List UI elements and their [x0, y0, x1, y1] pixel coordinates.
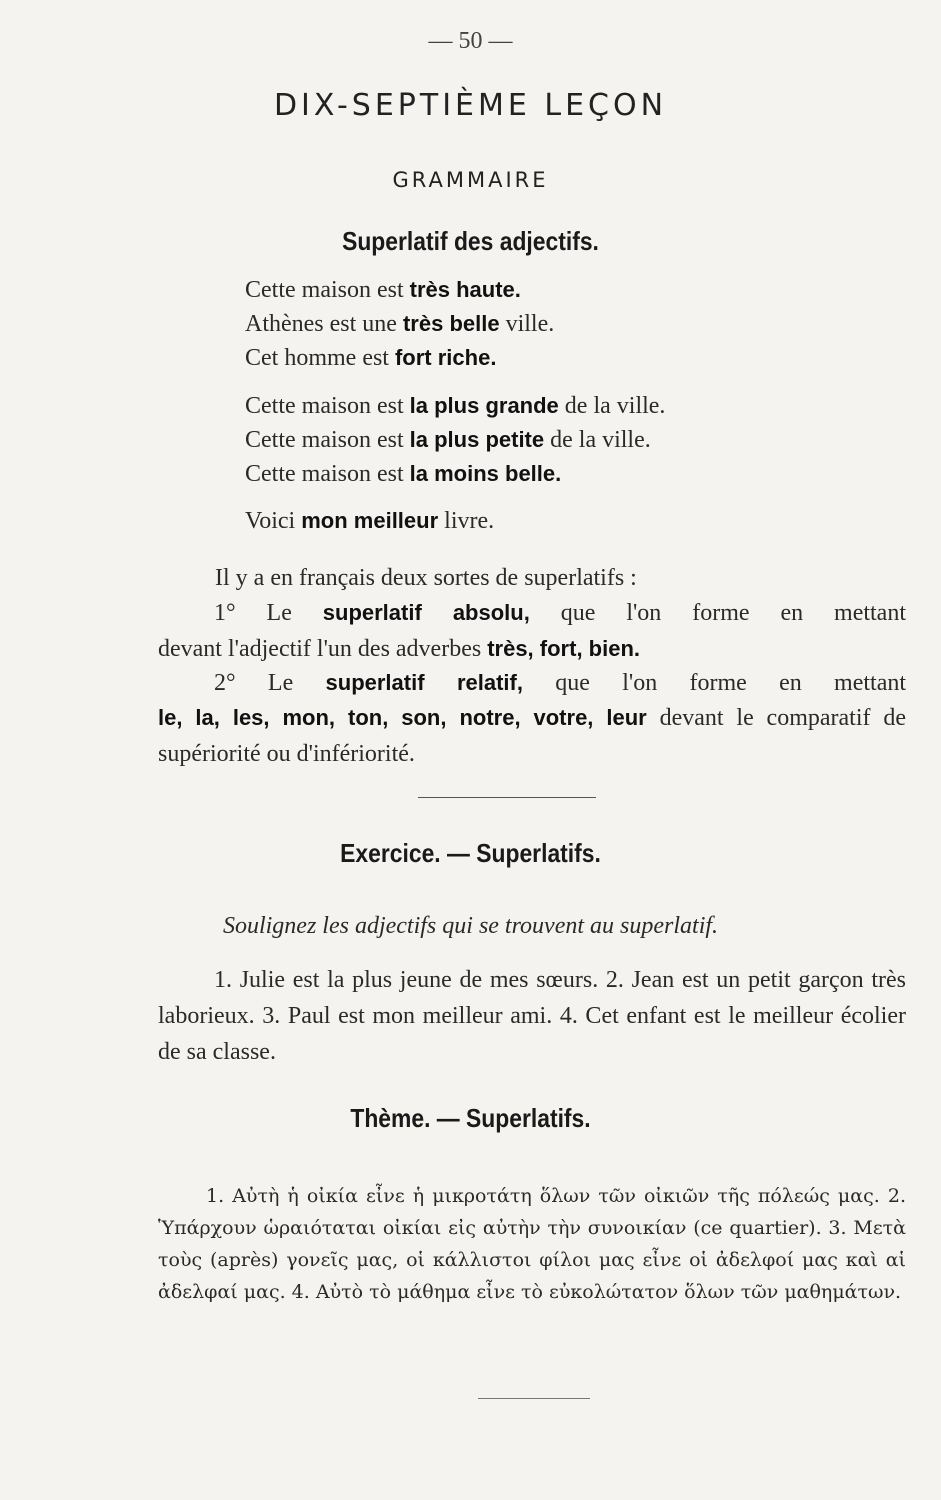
example-text: de la ville.	[558, 393, 666, 419]
example-line	[245, 427, 651, 454]
rule2-line1	[214, 670, 906, 697]
grammar-heading: Superlatif des adjectifs.	[342, 226, 599, 256]
example-line	[245, 508, 494, 535]
exercise-text: 1. Julie est la plus jeune de mes sœurs. 2. Jean est un petit garçon très laborieux. 3. Paul est mon meilleur ami. 4. Cet enfant est le meilleur écolier de sa classe.	[158, 967, 906, 1065]
exercise-instruction: Soulignez les adjectifs qui se trouvent au superlatif.	[222, 913, 719, 939]
example-bold: la plus grande	[409, 393, 559, 418]
rule1-line1	[214, 600, 906, 627]
rule-text: Le	[235, 600, 323, 626]
rule-text: Le	[235, 670, 326, 696]
rule-text: devant l'adjectif l'un des adverbes	[158, 636, 488, 662]
rule-number: 1°	[214, 600, 236, 626]
example-bold: fort riche.	[394, 345, 497, 370]
rule-bold: le, la, les, mon, ton, son, notre, votre, leur	[158, 705, 647, 730]
example-bold: la plus petite	[409, 427, 545, 452]
example-text: Cet homme est	[245, 345, 395, 371]
rule2-continuation	[158, 700, 906, 772]
lesson-title: DIX-SEPTIÈME LEÇON	[273, 88, 668, 123]
rule-text: que l'on forme en mettant	[522, 670, 907, 696]
rule-bold: très, fort, bien.	[487, 636, 640, 661]
rule-bold: superlatif absolu,	[322, 600, 530, 625]
example-line	[245, 393, 665, 420]
rule-bold: superlatif relatif,	[325, 670, 523, 695]
example-line	[245, 311, 554, 338]
section-label: GRAMMAIRE	[392, 168, 549, 192]
theme-text: 1. Αὐτὴ ἡ οἰκία εἶνε ἡ μικροτάτη ὅλων τῶν οἰκιῶν τῆς πόλεώς μας. 2. Ὑπάρχουν ὡραιόταται οἰκίαι εἰς αὐτὴν τὴν συνοικίαν (ce quartier). 3. Μετὰ τοὺς (après) γονεῖς μας, οἱ κάλλιστοι φίλοι μας εἶνε οἱ ἀδελφοί μας καὶ αἱ ἀδελφαί μας. 4. Αὐτὸ τὸ μάθημα εἶνε τὸ εὐκολώτατον ὅλων τῶν μαθημάτων.	[158, 1185, 906, 1303]
example-text: Cette maison est	[245, 427, 410, 453]
example-line	[245, 277, 521, 304]
exercise-heading: Exercice. — Superlatifs.	[340, 838, 601, 868]
example-line	[245, 461, 561, 488]
page-number: — 50 —	[428, 28, 513, 54]
example-text: ville.	[499, 311, 555, 337]
theme-heading: Thème. — Superlatifs.	[350, 1103, 591, 1133]
example-text: Cette maison est	[245, 393, 410, 419]
example-text: Voici	[245, 508, 302, 534]
example-text: de la ville.	[544, 427, 651, 453]
example-text: Cette maison est	[245, 277, 410, 303]
example-bold: très haute.	[409, 277, 521, 302]
rule-number: 2°	[214, 670, 236, 696]
rule-text: devant le comparatif de supériorité ou d'infériorité.	[158, 705, 906, 767]
example-text: Athènes est une	[245, 311, 403, 337]
example-text: Cette maison est	[245, 461, 410, 487]
section-divider	[418, 797, 596, 798]
example-line	[245, 345, 496, 372]
example-bold: très belle	[402, 311, 500, 336]
example-bold: la moins belle.	[409, 461, 562, 486]
rule1-line2	[158, 636, 906, 663]
example-text: livre.	[438, 508, 495, 534]
rule-text: que l'on forme en mettant	[529, 600, 906, 626]
example-bold: mon meilleur	[301, 508, 439, 533]
footnote-divider	[478, 1398, 590, 1399]
intro-text: Il y a en français deux sortes de superlatifs :	[215, 565, 637, 591]
